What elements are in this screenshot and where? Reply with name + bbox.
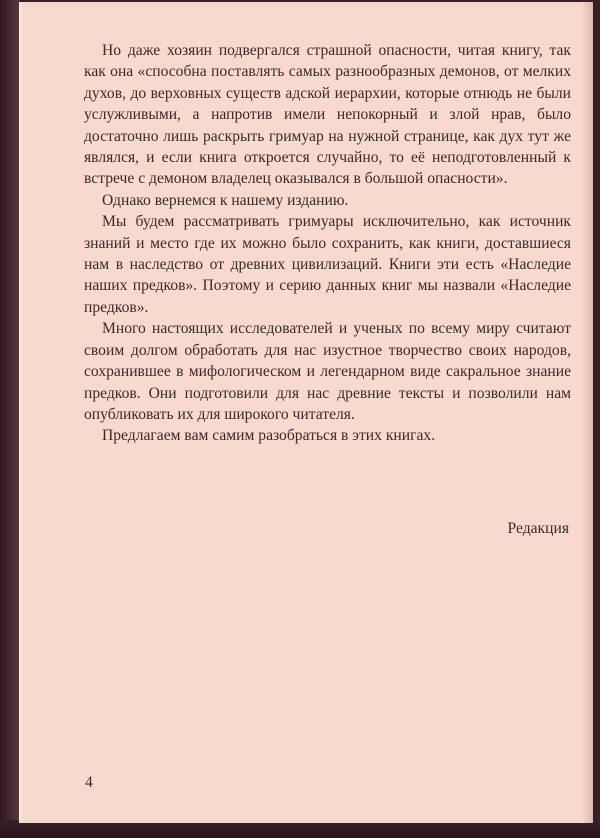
paragraph: Предлагаем вам самим разобраться в этих книгах. (102, 427, 436, 445)
page-edge-shadow (583, 2, 593, 823)
body-text (84, 40, 571, 447)
book-page (19, 2, 593, 823)
paragraph: Мы будем рассматривать гримуары исключительно, как источник знаний и место где их можно было сохранить, как книги, доставшиеся нам в наследство от древних цивилизаций. Книги эти есть «Наследие наших предков». Поэтому и серию данных книг мы назвали «Наследие предков». (84, 213, 571, 316)
paragraph: Но даже хозяин подвергался страшной опасности, читая книгу, так как она «способна поставлять самых разнообразных демонов, от мелких духов, до верховных существ адской иерархии, которые отнюдь не были услужливыми, а напротив имели непокорный и злой нрав, было достаточно лишь раскрыть гримуар на нужной странице, как дух тут же являлся, и если книга откроется случайно, то её неподготовленный к встрече с демоном владелец оказывался в большой опасности». (84, 42, 571, 188)
page-number: 4 (85, 774, 93, 791)
paragraph: Однако вернемся к нашему изданию. (102, 191, 349, 209)
paragraph: Много настоящих исследователей и ученых по всему миру считают своим долгом обработать для нас изустное творчество своих народов, сохранившее в мифологическом и легендарном виде сакральное знание предков. Они подготовили для нас древние тексты и позволили нам опубликовать их для широкого читателя. (84, 320, 571, 423)
editorial-signature: Редакция (507, 520, 569, 537)
scan-background-left (0, 0, 20, 838)
